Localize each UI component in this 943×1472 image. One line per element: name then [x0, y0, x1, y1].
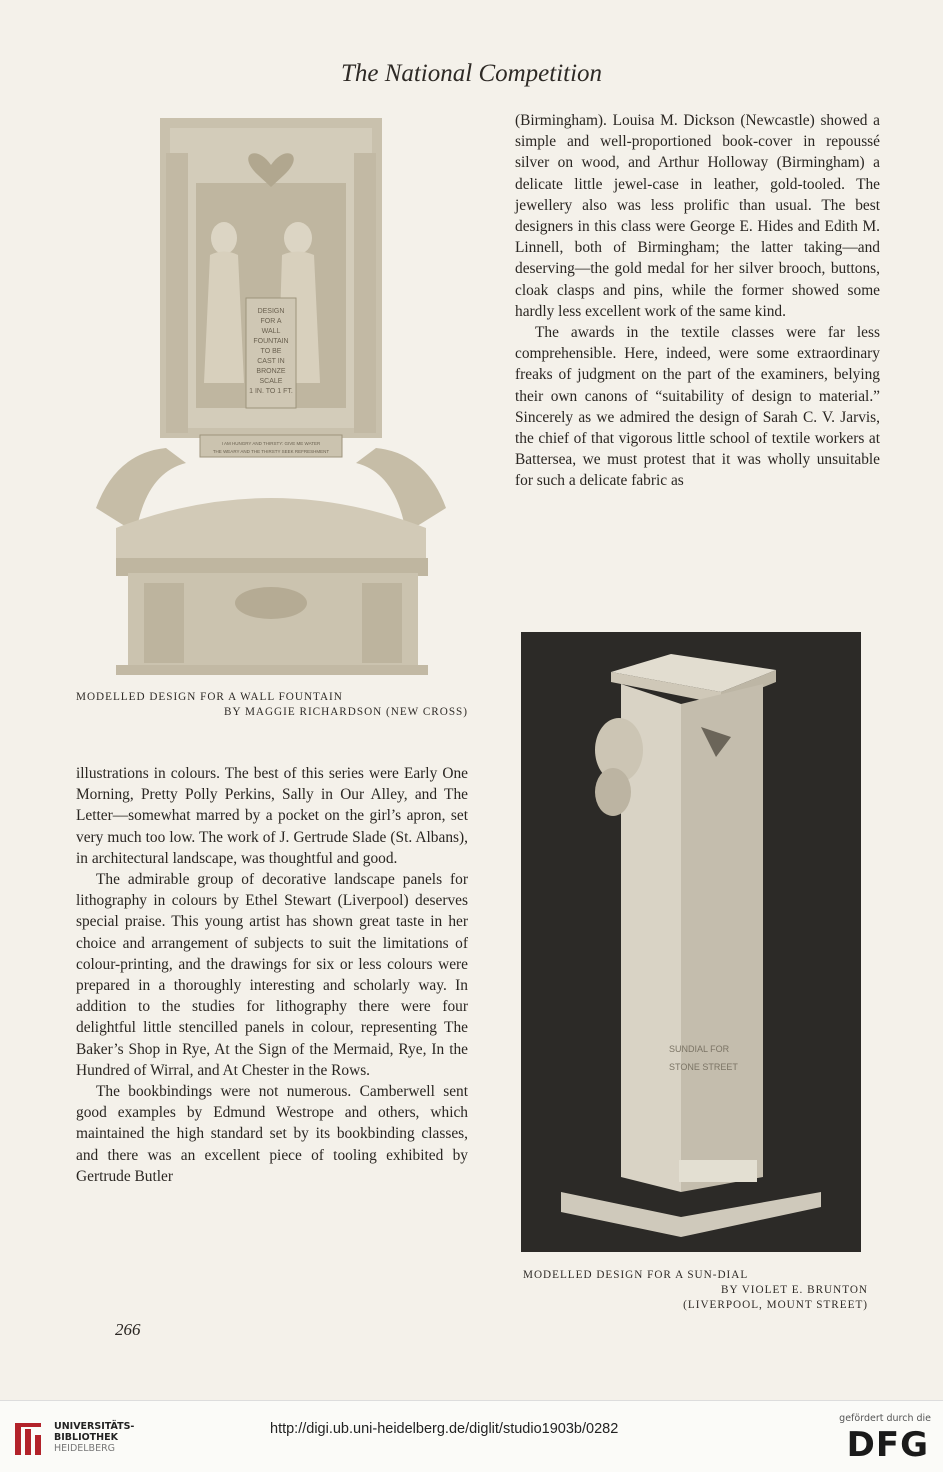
library-line: BIBLIOTHEK	[54, 1432, 118, 1443]
sundial-illustration	[521, 632, 861, 1252]
source-url-link[interactable]: http://digi.ub.uni-heidelberg.de/diglit/studio1903b/0282	[270, 1421, 619, 1437]
paragraph: The awards in the textile classes were far less comprehensible. Here, indeed, were some extraordinary freaks of judgment on the part of the examiners, belying their own canons of “suitability of design to material.” Sincerely as we admired the design of Sarah C. V. Jarvis, the chief of that vigorous little school of textile workers at Battersea, we must protest that it was wholly unsuitable for such a delicate fabric as	[515, 324, 880, 490]
sundial-caption	[523, 1268, 868, 1313]
inscription-line: SUNDIAL FOR	[669, 1044, 730, 1054]
bar-line: THE WEARY AND THE THIRSTY SEEK REFRESHMENT	[212, 449, 330, 454]
paragraph: (Birmingham). Louisa M. Dickson (Newcastle) showed a simple and well-proportioned book-cover in repoussé silver on wood, and Arthur Holloway (Birmingham) a delicate little jewel-case in leather, gold-tooled. The jewellery also was less prolific than usual. The best designers in this class were George E. Hides and Edith M. Linnell, both of Birmingham; the latter taking—and deserving—the gold medal for her silver brooch, buttons, cloak clasps and pins, while the former showed some hardly less excellent work of the same kind.	[515, 112, 880, 320]
page-title: The National Competition	[340, 60, 603, 87]
inscription-line: FOR A	[260, 318, 282, 325]
caption-line: BY VIOLET E. BRUNTON	[721, 1284, 868, 1296]
page-number: 266	[115, 1320, 141, 1339]
caption-line: BY MAGGIE RICHARDSON (NEW CROSS)	[224, 706, 468, 718]
inscription-line: SCALE	[259, 378, 283, 385]
university-logo-icon	[12, 1419, 48, 1459]
library-line: UNIVERSITÄTS-	[54, 1421, 135, 1432]
fountain-illustration	[76, 113, 468, 678]
inscription-line: BRONZE	[256, 368, 286, 375]
bar-line: I AM HUNGRY AND THIRSTY: GIVE ME WATER	[221, 441, 321, 446]
sundial-photo	[521, 632, 861, 1252]
library-line: HEIDELBERG	[54, 1443, 116, 1454]
paragraph: The bookbindings were not numerous. Camberwell sent good examples by Edmund Westrope and others, which maintained the high standard set by its bookbinding classes, and there was an excellent piece of tooling exhibited by Gertrude Butler	[76, 1083, 468, 1185]
library-name	[54, 1421, 134, 1454]
left-column-text	[76, 763, 468, 1187]
right-column-text	[515, 110, 880, 492]
inscription-line: CAST IN	[257, 358, 285, 365]
fountain-photo	[76, 113, 468, 678]
inscription-line: WALL	[261, 328, 281, 335]
caption-line: MODELLED DESIGN FOR A WALL FOUNTAIN	[76, 691, 343, 703]
inscription-line: FOUNTAIN	[253, 338, 289, 345]
dfg-logo: DFG	[846, 1425, 929, 1465]
funded-by-label: gefördert durch die	[839, 1413, 931, 1424]
caption-line: (LIVERPOOL, MOUNT STREET)	[683, 1299, 868, 1311]
inscription-line: 1 IN. TO 1 FT.	[249, 388, 293, 395]
inscription-line: TO BE	[260, 348, 282, 355]
inscription-line: DESIGN	[257, 308, 285, 315]
footer	[0, 1400, 943, 1472]
paragraph: illustrations in colours. The best of this series were Early One Morning, Pretty Polly Perkins, Sally in Our Alley, and The Letter—somewhat marred by a pocket on the girl’s apron, set very much too low. The work of J. Gertrude Slade (St. Albans), in architectural landscape, was thoughtful and good.	[76, 765, 468, 867]
paragraph: The admirable group of decorative landscape panels for lithography in colours by Ethel Stewart (Liverpool) deserves special praise. This young artist has shown great taste in her choice and arrangement of subjects to suit the limitations of colour-printing, and the drawings for six or less colours were prepared in a thoroughly interesting and scholarly way. In addition to the studies for lithography there were four delightful little stencilled panels in colour, representing The Baker’s Shop in Rye, At the Sign of the Mermaid, Rye, In the Hundred of Wirral, and At Chester in the Rows.	[76, 871, 468, 1079]
fountain-caption	[76, 690, 468, 720]
caption-line: MODELLED DESIGN FOR A SUN-DIAL	[523, 1269, 749, 1281]
inscription-line: STONE STREET	[669, 1062, 738, 1072]
